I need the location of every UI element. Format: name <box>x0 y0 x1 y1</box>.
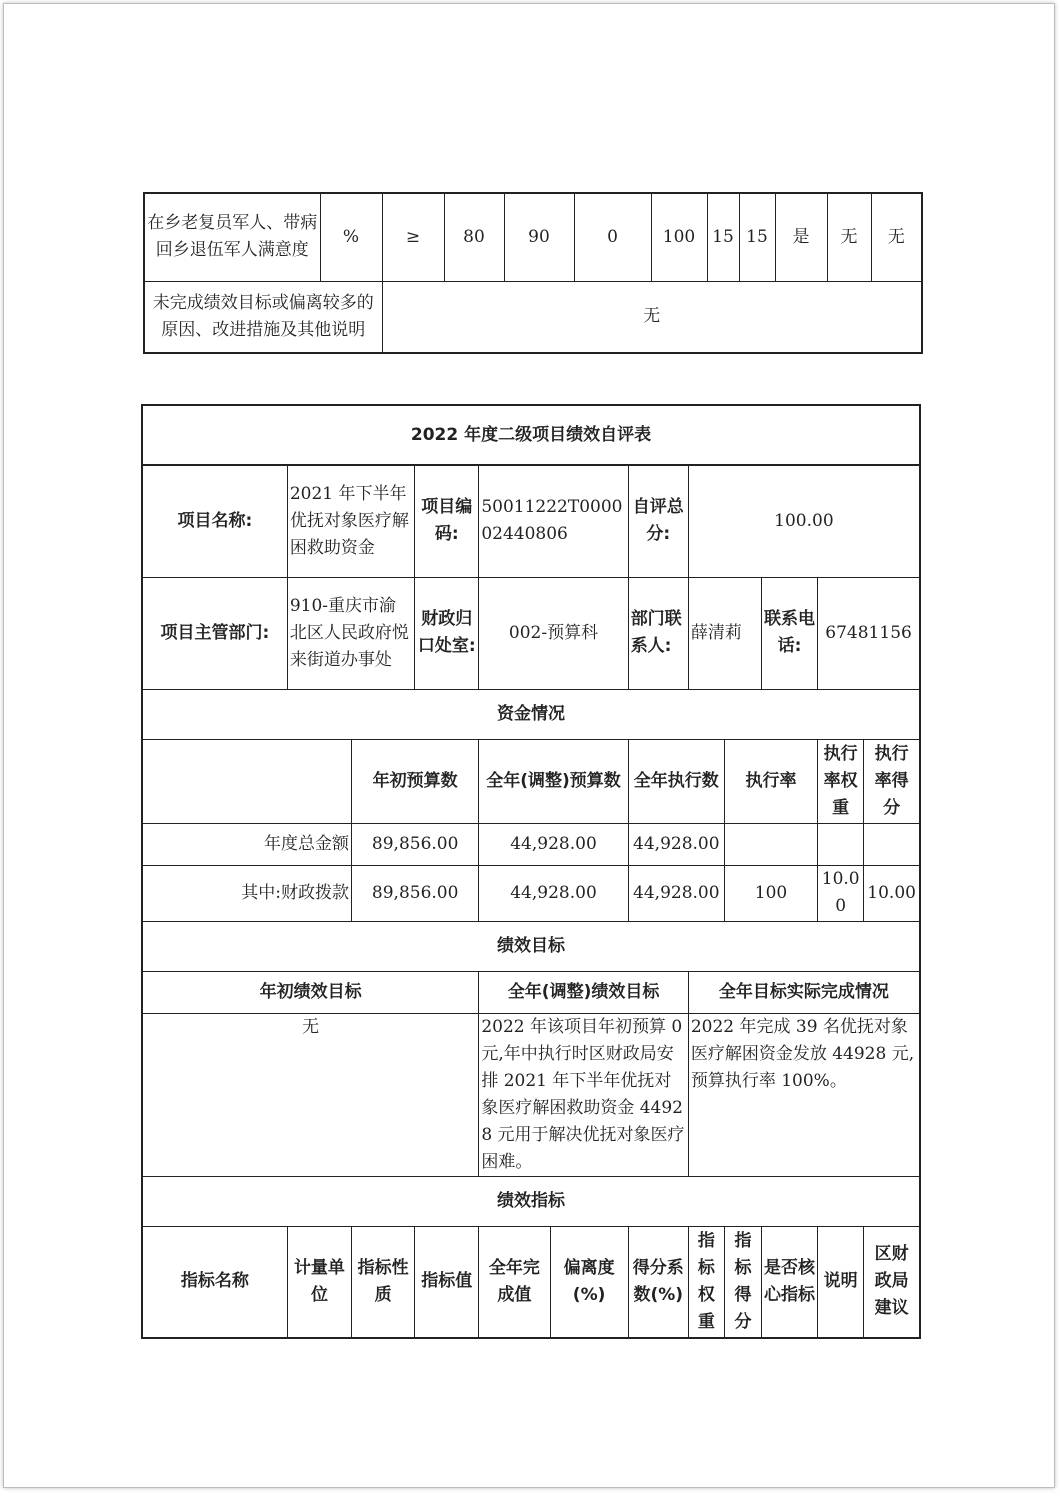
ind-header-name: 指标名称 <box>142 1226 287 1338</box>
dept-label: 项目主管部门: <box>142 577 287 689</box>
finance-office: 002-预算科 <box>479 577 628 689</box>
indicator-actual: 90 <box>504 193 574 281</box>
indicator-nature: ≥ <box>382 193 444 281</box>
contact-label: 部门联系人: <box>628 577 688 689</box>
funds-header-weight: 执行率权重 <box>818 739 864 823</box>
ind-header-nature: 指标性质 <box>352 1226 415 1338</box>
ind-header-advice: 区财政局建议 <box>864 1226 920 1338</box>
table-row <box>142 865 920 921</box>
funds-weight: 10.00 <box>818 865 864 921</box>
funds-adjusted: 44,928.00 <box>479 865 628 921</box>
indicators-section-title: 绩效指标 <box>142 1176 920 1226</box>
table-row <box>144 281 922 353</box>
table-row <box>142 971 920 1013</box>
funds-score: 10.00 <box>864 865 920 921</box>
funds-rate: 100 <box>724 865 817 921</box>
table-row <box>142 465 920 577</box>
contact: 薛清莉 <box>688 577 761 689</box>
self-evaluation-table <box>141 404 921 1339</box>
funds-initial: 89,856.00 <box>352 823 479 865</box>
reason-label: 未完成绩效目标或偏离较多的原因、改进措施及其他说明 <box>144 281 382 353</box>
indicator-continuation-table <box>143 192 923 354</box>
table-title: 2022 年度二级项目绩效自评表 <box>142 405 920 465</box>
table-row <box>142 689 920 739</box>
goals-header-actual: 全年目标实际完成情况 <box>688 971 920 1013</box>
funds-score <box>864 823 920 865</box>
ind-header-score: 指标得分 <box>724 1226 761 1338</box>
goals-section-title: 绩效目标 <box>142 921 920 971</box>
table-row <box>144 193 922 281</box>
finance-office-label: 财政归口处室: <box>415 577 479 689</box>
project-name-label: 项目名称: <box>142 465 287 577</box>
project-code: 50011222T000002440806 <box>479 465 628 577</box>
funds-row-label: 年度总金额 <box>142 823 352 865</box>
goal-actual: 2022 年完成 39 名优抚对象医疗解困资金发放 44928 元,预算执行率 100%。 <box>688 1013 920 1176</box>
self-score-label: 自评总分: <box>628 465 688 577</box>
funds-header-adjusted: 全年(调整)预算数 <box>479 739 628 823</box>
funds-initial: 89,856.00 <box>352 865 479 921</box>
funds-executed: 44,928.00 <box>628 823 724 865</box>
self-score: 100.00 <box>688 465 920 577</box>
table-row <box>142 739 920 823</box>
phone: 67481156 <box>818 577 920 689</box>
table-row <box>142 921 920 971</box>
ind-header-core: 是否核心指标 <box>761 1226 817 1338</box>
goals-header-adjusted: 全年(调整)绩效目标 <box>479 971 689 1013</box>
ind-header-coef: 得分系数(%) <box>628 1226 688 1338</box>
goal-initial: 无 <box>142 1013 479 1176</box>
indicator-note: 无 <box>827 193 871 281</box>
document-page <box>3 3 1055 1488</box>
indicator-deviation: 0 <box>574 193 651 281</box>
table-row <box>142 577 920 689</box>
ind-header-unit: 计量单位 <box>287 1226 351 1338</box>
indicator-score: 15 <box>739 193 775 281</box>
phone-label: 联系电话: <box>761 577 817 689</box>
indicator-target: 80 <box>444 193 504 281</box>
indicator-advice: 无 <box>871 193 922 281</box>
funds-header-initial: 年初预算数 <box>352 739 479 823</box>
indicator-unit: % <box>320 193 382 281</box>
ind-header-weight: 指标权重 <box>688 1226 724 1338</box>
ind-header-value: 指标值 <box>415 1226 479 1338</box>
ind-header-deviation: 偏离度(%) <box>550 1226 628 1338</box>
funds-adjusted: 44,928.00 <box>479 823 628 865</box>
funds-header-blank <box>142 739 352 823</box>
indicator-name: 在乡老复员军人、带病回乡退伍军人满意度 <box>144 193 320 281</box>
ind-header-actual: 全年完成值 <box>479 1226 550 1338</box>
indicator-core: 是 <box>775 193 827 281</box>
funds-header-rate: 执行率 <box>724 739 817 823</box>
project-name: 2021 年下半年优抚对象医疗解困救助资金 <box>287 465 414 577</box>
ind-header-note: 说明 <box>818 1226 864 1338</box>
indicator-coef: 100 <box>651 193 707 281</box>
funds-rate <box>724 823 817 865</box>
reason-value: 无 <box>382 281 922 353</box>
funds-row-label: 其中:财政拨款 <box>142 865 352 921</box>
table-row <box>142 405 920 465</box>
funds-executed: 44,928.00 <box>628 865 724 921</box>
funds-header-score: 执行率得分 <box>864 739 920 823</box>
project-code-label: 项目编码: <box>415 465 479 577</box>
indicator-weight: 15 <box>707 193 739 281</box>
goal-adjusted: 2022 年该项目年初预算 0 元,年中执行时区财政局安排 2021 年下半年优抚对象医疗解困救助资金 44928 元用于解决优抚对象医疗困难。 <box>479 1013 689 1176</box>
goals-header-initial: 年初绩效目标 <box>142 971 479 1013</box>
table-row <box>142 1226 920 1338</box>
table-row <box>142 1013 920 1176</box>
table-row <box>142 823 920 865</box>
funds-header-executed: 全年执行数 <box>628 739 724 823</box>
funds-weight <box>818 823 864 865</box>
funds-section-title: 资金情况 <box>142 689 920 739</box>
table-row <box>142 1176 920 1226</box>
dept: 910-重庆市渝北区人民政府悦来街道办事处 <box>287 577 414 689</box>
